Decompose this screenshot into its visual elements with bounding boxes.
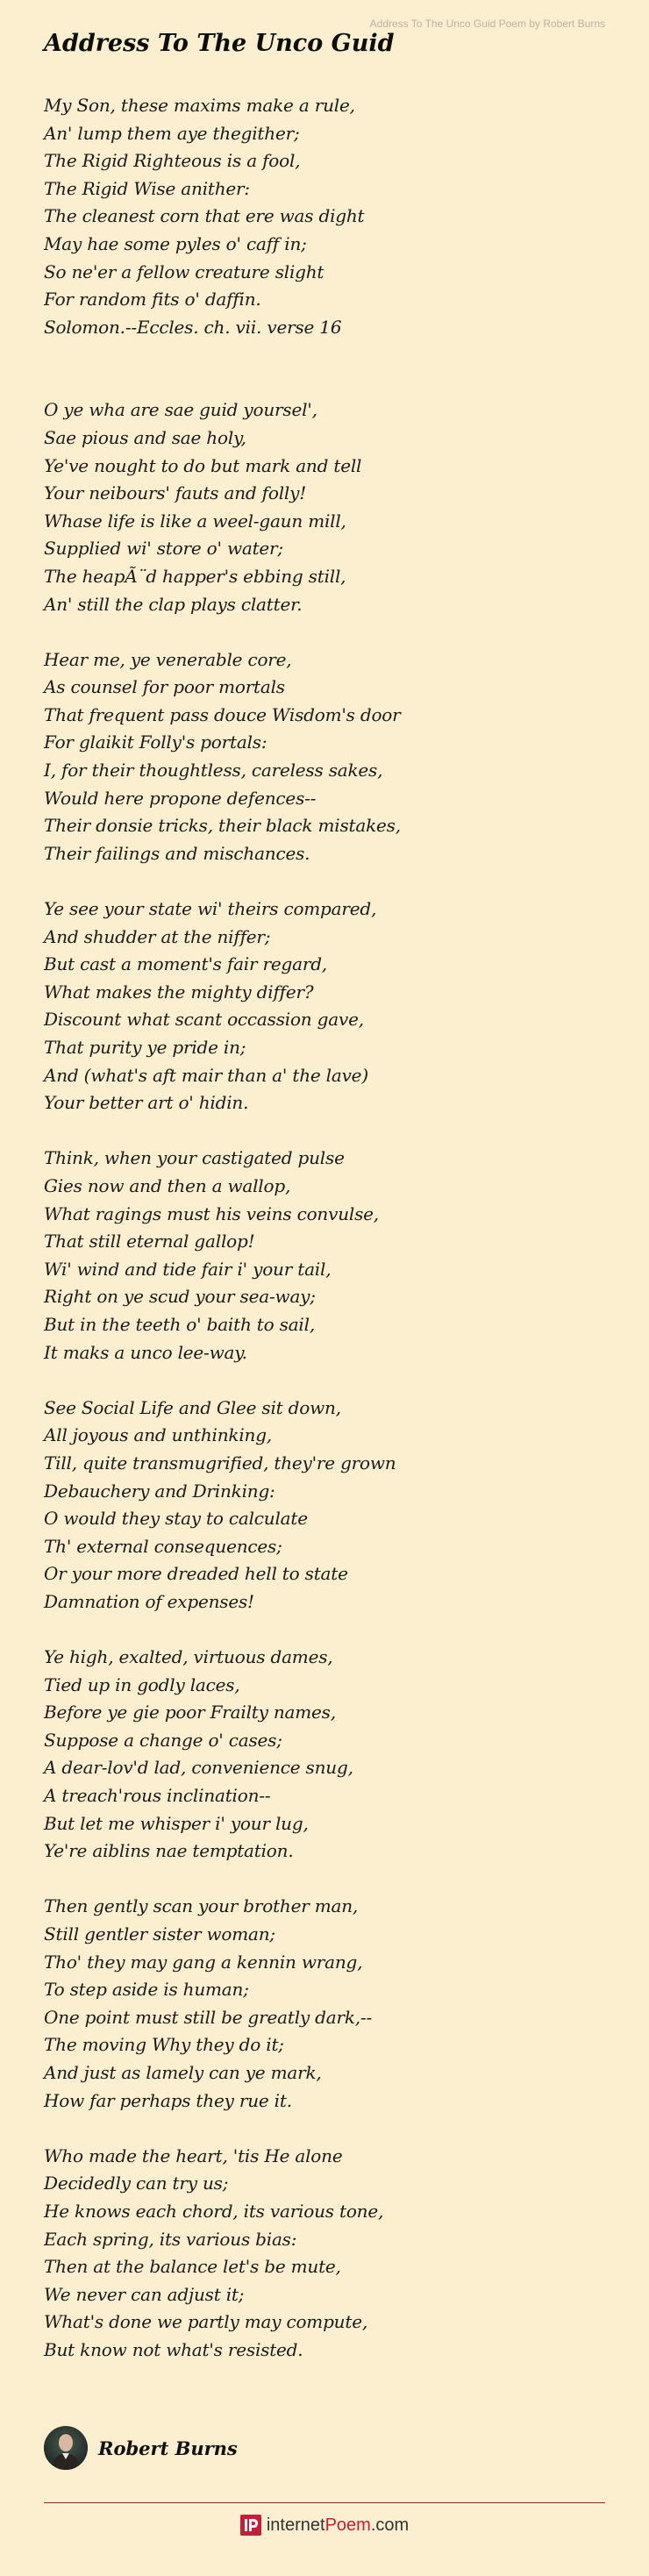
poem-line: What makes the mighty differ?: [44, 981, 314, 1003]
poem-line: The Rigid Righteous is a fool,: [44, 150, 301, 172]
stanza: [44, 1893, 605, 2115]
stanza: [44, 646, 605, 868]
portrait-icon: [44, 2426, 88, 2470]
poem-line: Your neibours' fauts and folly!: [44, 482, 307, 504]
footer-brand[interactable]: [0, 2510, 649, 2540]
poem-line: Th' external consequences;: [44, 1535, 282, 1557]
poem-line: What ragings must his veins convulse,: [44, 1202, 379, 1224]
poem-line: Suppose a change o' cases;: [44, 1729, 282, 1751]
stanza: [44, 1644, 605, 1866]
poem-line: Ye're aiblins nae temptation.: [44, 1840, 294, 1862]
poem-line: Decidedly can try us;: [44, 2173, 229, 2194]
poem-line: And shudder at the niffer;: [44, 925, 271, 947]
poem-line: O would they stay to calculate: [44, 1508, 308, 1530]
brand-text-domain: .com: [370, 2515, 410, 2535]
poem-line: Your better art o' hidin.: [44, 1092, 249, 1114]
poem-line: Each spring, its various bias:: [44, 2228, 297, 2250]
stanza: [44, 396, 605, 618]
stanza: [44, 92, 605, 341]
poem-line: An' still the clap plays clatter.: [44, 593, 303, 615]
author-name[interactable]: Robert Burns: [98, 2437, 238, 2459]
stanza: [44, 1395, 605, 1616]
poem-line: Hear me, ye venerable core,: [44, 648, 292, 670]
poem-line: It maks a unco lee-way.: [44, 1341, 247, 1363]
poem-line: I, for their thoughtless, careless sakes,: [44, 760, 383, 781]
poem-line: But cast a moment's fair regard,: [44, 953, 327, 975]
poem-line: What's done we partly may compute,: [44, 2311, 367, 2333]
poem-line: Till, quite transmugrified, they're grown: [44, 1452, 396, 1474]
poem-line: And (what's aft mair than a' the lave): [44, 1064, 368, 1086]
poem-line: The moving Why they do it;: [44, 2034, 284, 2056]
poem-title: Address To The Unco Guid: [44, 30, 395, 57]
poem-line: That still eternal gallop!: [44, 1231, 255, 1252]
poem-line: We never can adjust it;: [44, 2283, 245, 2305]
poem-line: A dear-lov'd lad, convenience snug,: [44, 1757, 353, 1779]
poem-line: And just as lamely can ye mark,: [44, 2061, 322, 2083]
poem-line: Whase life is like a weel-gaun mill,: [44, 510, 346, 532]
poem-line: But let me whisper i' your lug,: [44, 1812, 309, 1834]
author-avatar[interactable]: [44, 2426, 88, 2470]
poem-line: Wi' wind and tide fair i' your tail,: [44, 1258, 332, 1280]
footer-divider: [44, 2502, 605, 2503]
header-credit: Address To The Unco Guid Poem by Robert Burns: [369, 18, 605, 30]
poem-line: Solomon.--Eccles. ch. vii. verse 16: [44, 316, 342, 338]
poem-line: Would here propone defences--: [44, 787, 317, 809]
poem-line: Tied up in godly laces,: [44, 1673, 240, 1695]
poem-line: Ye high, exalted, virtuous dames,: [44, 1646, 333, 1668]
poem-line: Ye see your state wi' theirs compared,: [44, 898, 377, 920]
poem-line: For random fits o' daffin.: [44, 289, 261, 310]
poem-line: Supplied wi' store o' water;: [44, 538, 283, 560]
poem-line: Sae pious and sae holy,: [44, 426, 246, 448]
poem-line: Ye've nought to do but mark and tell: [44, 454, 362, 476]
poem-line: For glaikit Folly's portals:: [44, 731, 267, 753]
poem-line: That purity ye pride in;: [44, 1037, 246, 1058]
poem-line: A treach'rous inclination--: [44, 1785, 271, 1807]
poem-line: The cleanest corn that ere was dight: [44, 205, 365, 227]
poem-line: Think, when your castigated pulse: [44, 1147, 345, 1169]
poem-line: May hae some pyles o' caff in;: [44, 232, 307, 254]
poem-line: One point must still be greatly dark,--: [44, 2006, 373, 2028]
brand-text-poem: Poem: [324, 2515, 371, 2535]
poem-line: To step aside is human;: [44, 1979, 249, 2001]
poem-line: Discount what scant occassion gave,: [44, 1009, 364, 1031]
poem-line: O ye wha are sae guid yoursel',: [44, 399, 317, 421]
poem-line: How far perhaps they rue it.: [44, 2089, 292, 2111]
poem-line: The heapÃ¨d happer's ebbing still,: [44, 565, 346, 587]
poem-line: Damnation of expenses!: [44, 1590, 254, 1612]
poem-line: But know not what's resisted.: [44, 2338, 303, 2360]
poem-line: The Rigid Wise anither:: [44, 177, 250, 199]
poem-line: Gies now and then a wallop,: [44, 1174, 291, 1196]
poem-line: Their failings and mischances.: [44, 842, 310, 864]
poem-line: So ne'er a fellow creature slight: [44, 260, 324, 282]
poem-line: Then gently scan your brother man,: [44, 1895, 359, 1917]
poem-line: That frequent pass douce Wisdom's door: [44, 703, 401, 725]
poem-line: All joyous and unthinking,: [44, 1424, 272, 1446]
poem-line: But in the teeth o' baith to sail,: [44, 1313, 315, 1335]
poem-line: Then at the balance let's be mute,: [44, 2256, 341, 2278]
poem-line: As counsel for poor mortals: [44, 676, 285, 698]
stanza: [44, 1145, 605, 1366]
poem-line: Who made the heart, 'tis He alone: [44, 2144, 343, 2166]
poem-line: Tho' they may gang a kennin wrang,: [44, 1951, 363, 1973]
stanza: [44, 2143, 605, 2365]
stanza: [44, 896, 605, 1117]
poem-line: Or your more dreaded hell to state: [44, 1563, 348, 1585]
poem-line: He knows each chord, its various tone,: [44, 2200, 384, 2222]
poem-line: Their donsie tricks, their black mistakes,: [44, 815, 401, 837]
brand-text-internet: internet: [266, 2515, 325, 2535]
poem-body: [44, 92, 605, 2392]
poem-line: See Social Life and Glee sit down,: [44, 1396, 341, 1418]
poem-line: Right on ye scud your sea-way;: [44, 1286, 316, 1308]
author-row[interactable]: [44, 2425, 238, 2471]
poem-line: Debauchery and Drinking:: [44, 1480, 275, 1502]
poem-line: Still gentler sister woman;: [44, 1923, 275, 1944]
internetpoem-logo-icon: [240, 2515, 261, 2536]
brand-text[interactable]: [267, 2515, 409, 2536]
poem-line: My Son, these maxims make a rule,: [44, 95, 355, 116]
poem-line: Before ye gie poor Frailty names,: [44, 1702, 336, 1723]
poem-line: An' lump them aye thegither;: [44, 122, 300, 144]
